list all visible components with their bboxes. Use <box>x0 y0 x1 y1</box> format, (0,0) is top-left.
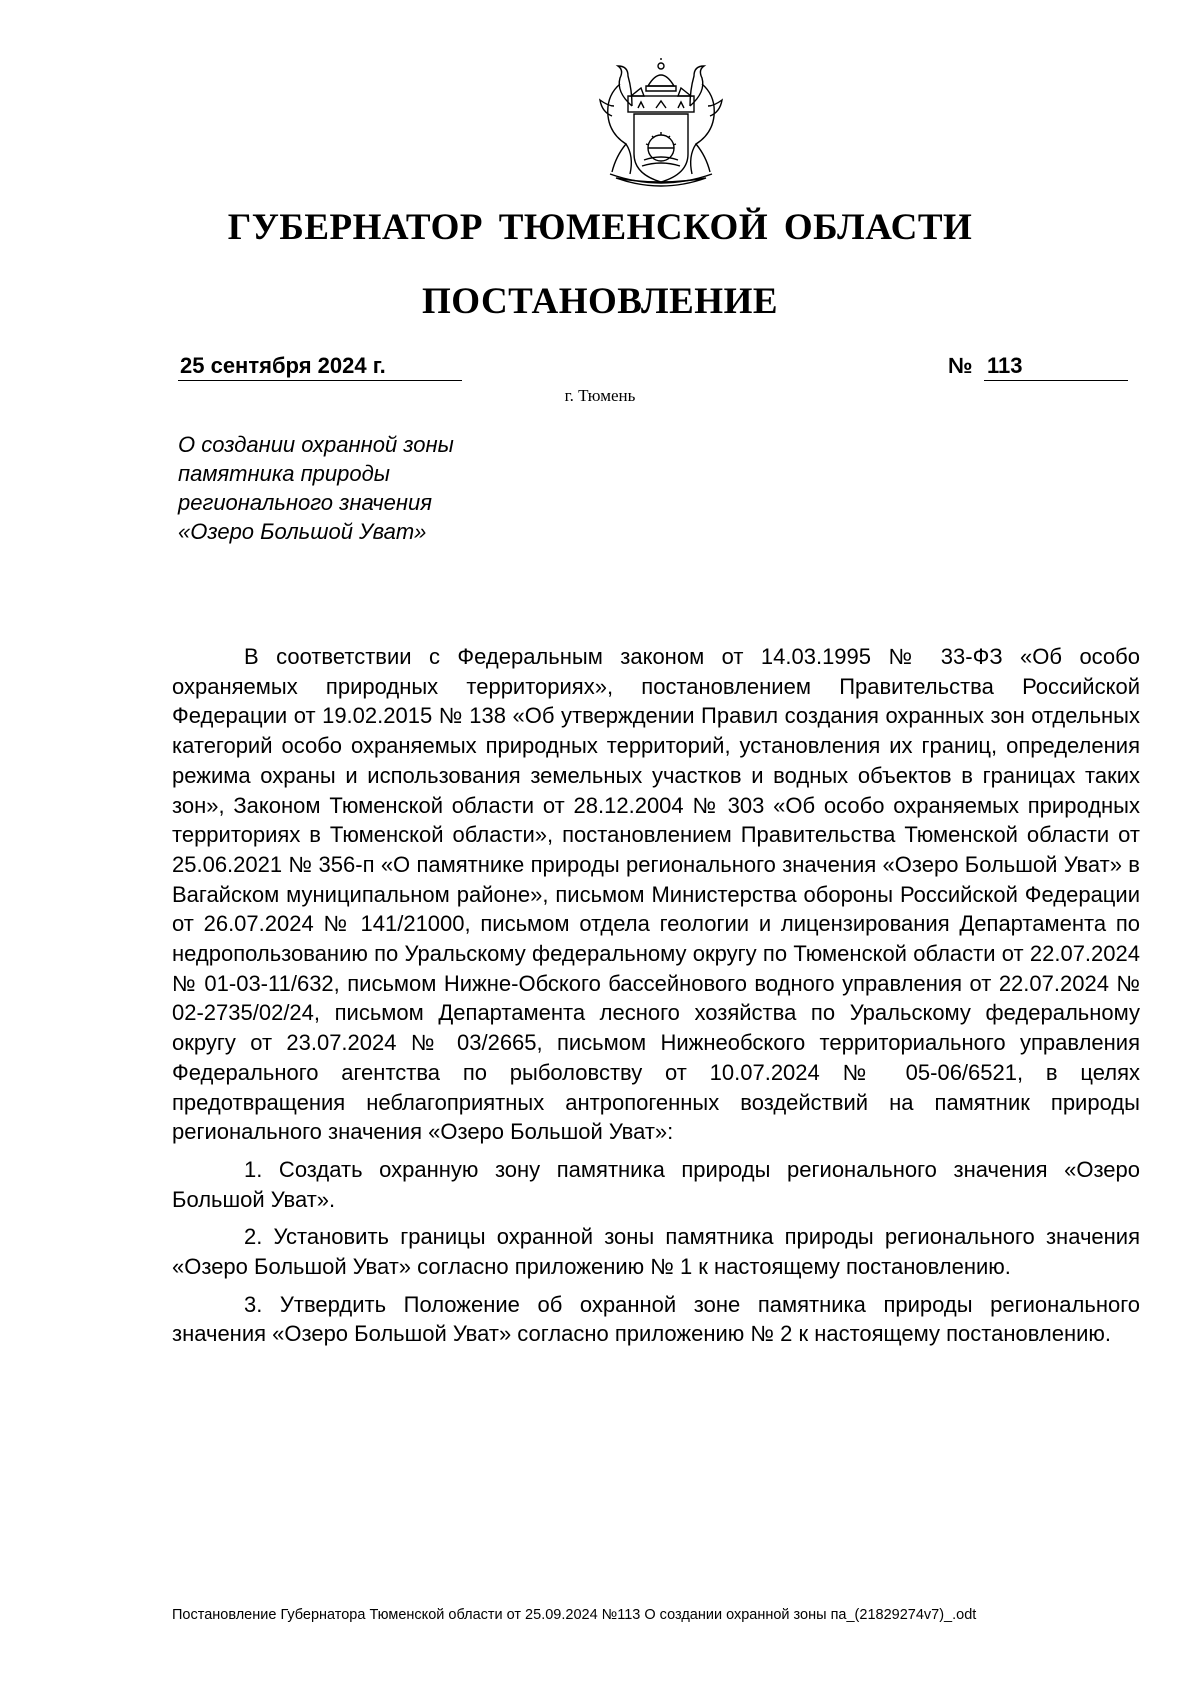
subject-line: «Озеро Большой Уват» <box>178 519 427 544</box>
subject-line: О создании охранной зоны <box>178 432 454 457</box>
document-type: ПОСТАНОВЛЕНИЕ <box>421 281 779 322</box>
issuing-authority: ГУБЕРНАТОР ТЮМЕНСКОЙ ОБЛАСТИ <box>227 207 973 248</box>
decree-item-1: 1. Создать охранную зону памятника природы регионального значения «Озеро Большой Уват». <box>172 1156 1140 1212</box>
decree-item-3: 3. Утвердить Положение об охранной зоне памятника природы регионального значения «Озеро Большой Уват» согласно приложению № 2 к настоящему постановлению. <box>172 1291 1140 1347</box>
coat-of-arms-icon <box>586 56 736 196</box>
number-sign: № <box>948 353 973 378</box>
document-date: 25 сентября 2024 г. <box>178 352 462 381</box>
document-footer: Постановление Губернатора Тюменской области от 25.09.2024 №113 О создании охранной зоны па_(21829274v7)_.odt <box>172 1607 977 1623</box>
preamble-paragraph: В соответствии с Федеральным законом от 14.03.1995 № 33-ФЗ «Об особо охраняемых природных территориях», постановлением Правительства Российской Федерации от 19.02.2015 № 138 «Об утверждении Правил создания охранных зон отдельных категорий особо охраняемых природных территорий, установления их границ, определения режима охраны и использования земельных участков и водных объектов в границах таких зон», Законом Тюменской области от 28.12.2004 № 303 «Об особо охраняемых природных территориях в Тюменской области», постановлением Правительства Тюменской области от 25.06.2021 № 356-п «О памятнике природы регионального значения «Озеро Большой Уват» в Вагайском муниципальном районе», письмом Министерства обороны Российской Федерации от 26.07.2024 № 141/21000, письмом отдела геологии и лицензирования Департамента по недропользованию по Уральскому федеральному округу по Тюменской области от 22.07.2024 № 01-03-11/632, письмом Нижне-Обского бассейнового водного управления от 22.07.2024 № 02-2735/02/24, письмом Департамента лесного хозяйства по Уральскому федеральному округу от 23.07.2024 № 03/2665, письмом Нижнеобского территориального управления Федерального агентства по рыболовству от 10.07.2024 № 05-06/6521, в целях предотвращения неблагоприятных антропогенных воздействий на памятник природы регионального значения «Озеро Большой Уват»: <box>172 644 1140 1145</box>
document-city: г. Тюмень <box>564 386 636 405</box>
document-subject <box>178 430 578 546</box>
decree-item-2: 2. Установить границы охранной зоны памятника природы регионального значения «Озеро Большой Уват» согласно приложению № 1 к настоящему постановлению. <box>172 1224 1140 1280</box>
document-number-field <box>948 352 1131 381</box>
subject-line: памятника природы <box>178 461 390 486</box>
document-number: 113 <box>984 352 1128 381</box>
document-body <box>172 642 1140 1349</box>
subject-line: регионального значения <box>178 490 432 515</box>
